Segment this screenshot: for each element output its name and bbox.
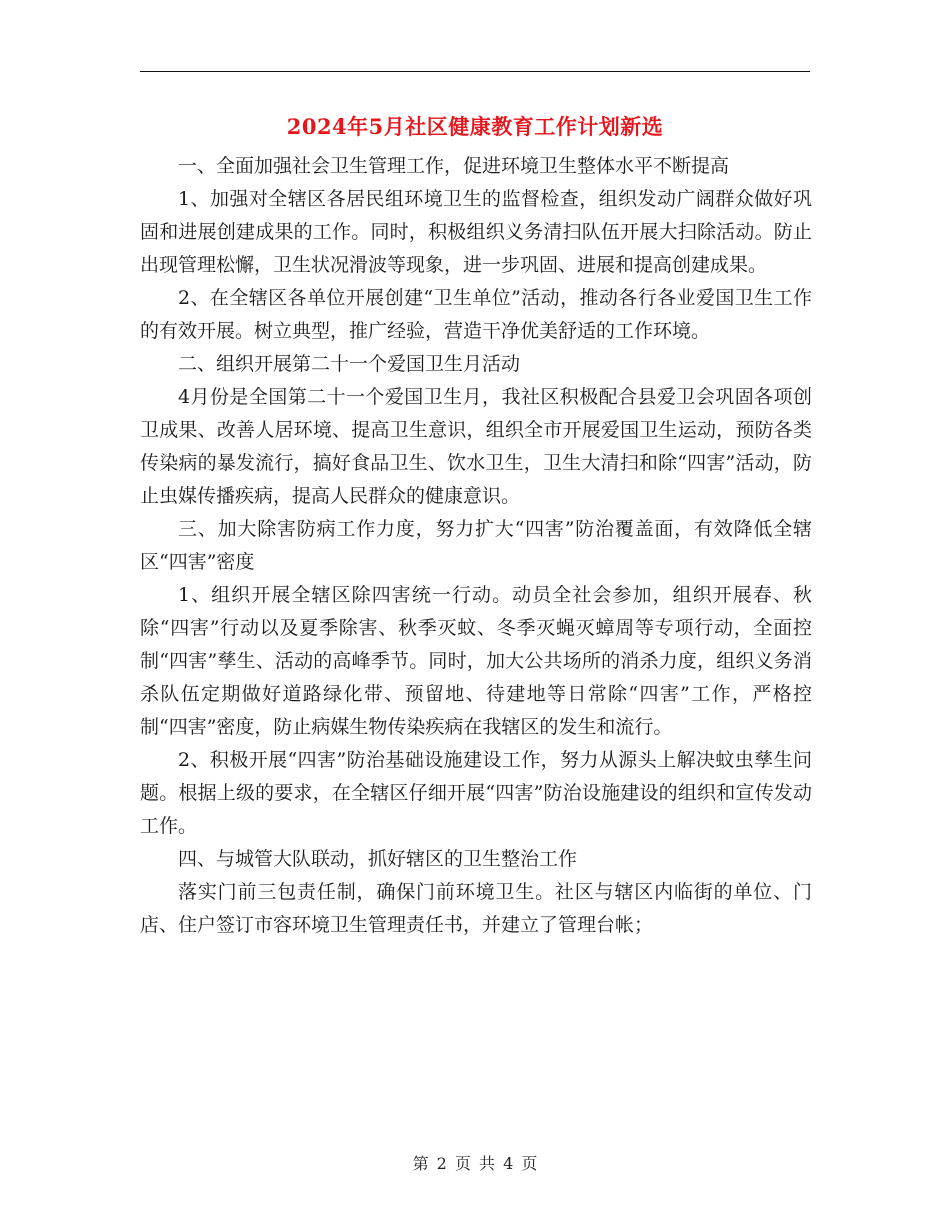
body-paragraph: 1、加强对全辖区各居民组环境卫生的监督检查，组织发动广阔群众做好巩固和进展创建成果的工作。同时，积极组织义务清扫队伍开展大扫除活动。防止出现管理松懈，卫生状况滑波等现象，进一步巩固、进展和提高创建成果。 [140, 188, 812, 276]
body-paragraph: 1、组织开展全辖区除四害统一行动。动员全社会参加，组织开展春、秋除“四害”行动以及夏季除害、秋季灭蚊、冬季灭蝇灭蟑周等专项行动，全面控制“四害”孳生、活动的高峰季节。同时，加大公共场所的消杀力度，组织义务消杀队伍定期做好道路绿化带、预留地、待建地等日常除“四害”工作，严格控制“四害”密度，防止病媒生物传染疾病在我辖区的发生和流行。 [140, 584, 812, 738]
section-heading-2: 二、组织开展第二十一个爱国卫生月活动 [178, 353, 521, 375]
document-body [140, 150, 812, 942]
header-rule [140, 71, 810, 72]
page-number: 第 2 页 共 4 页 [412, 1154, 538, 1173]
body-paragraph: 4月份是全国第二十一个爱国卫生月，我社区积极配合县爱卫会巩固各项创卫成果、改善人居环境、提高卫生意识，组织全市开展爱国卫生运动，预防各类传染病的暴发流行，搞好食品卫生、饮水卫生，卫生大清扫和除“四害”活动，防止虫媒传播疾病，提高人民群众的健康意识。 [140, 386, 812, 507]
document-title: 2024年5月社区健康教育工作计划新选 [286, 114, 664, 139]
section-heading-1: 一、全面加强社会卫生管理工作，促进环境卫生整体水平不断提高 [178, 155, 730, 177]
body-paragraph: 2、积极开展“四害”防治基础设施建设工作，努力从源头上解决蚊虫孳生问题。根据上级的要求，在全辖区仔细开展“四害”防治设施建设的组织和宣传发动工作。 [140, 749, 812, 837]
section-heading-4: 四、与城管大队联动，抓好辖区的卫生整治工作 [178, 848, 578, 870]
section-heading-3: 三、加大除害防病工作力度，努力扩大“四害”防治覆盖面，有效降低全辖区“四害”密度 [140, 518, 812, 573]
body-paragraph: 落实门前三包责任制，确保门前环境卫生。社区与辖区内临街的单位、门店、住户签订市容环境卫生管理责任书，并建立了管理台帐； [140, 881, 812, 936]
body-paragraph: 2、在全辖区各单位开展创建“卫生单位”活动，推动各行各业爱国卫生工作的有效开展。树立典型，推广经验，营造干净优美舒适的工作环境。 [140, 287, 812, 342]
